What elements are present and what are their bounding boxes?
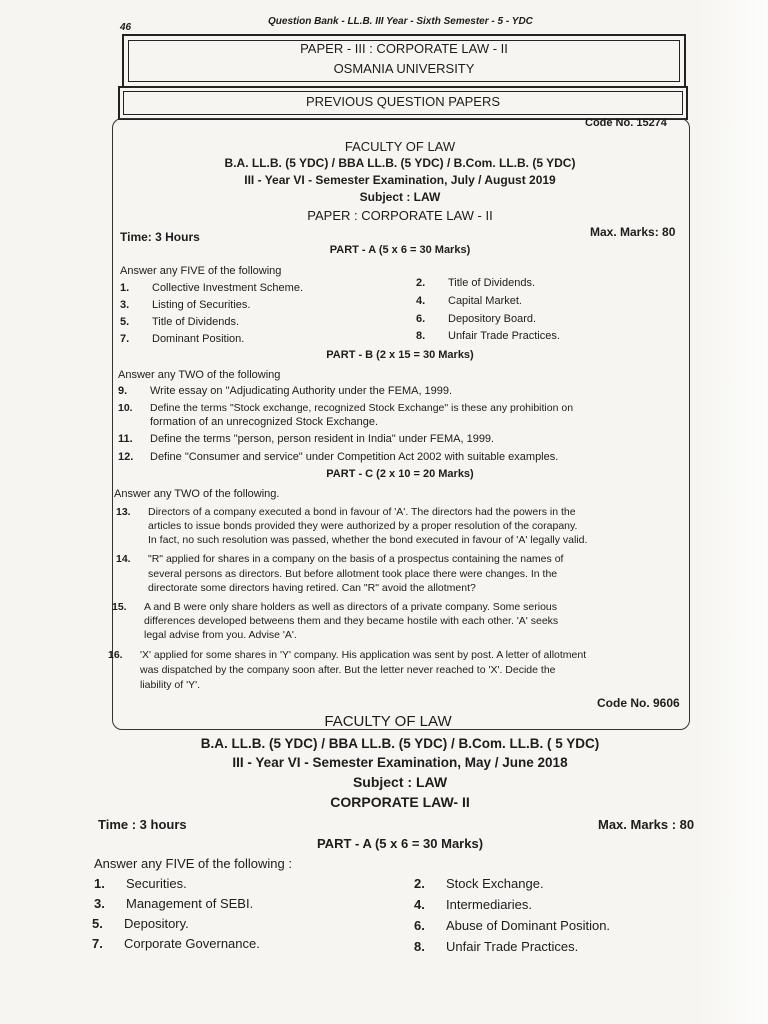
page-edge-shade xyxy=(698,0,768,1024)
paper1-part-b-instruction: Answer any TWO of the following xyxy=(118,369,281,381)
paper2-course: B.A. LL.B. (5 YDC) / BBA LL.B. (5 YDC) / B.Com. LL.B. ( 5 YDC) xyxy=(200,736,600,751)
paper2-time: Time : 3 hours xyxy=(98,817,187,832)
paper1-part-a-item: 7. Dominant Position. xyxy=(120,333,245,345)
paper2-code: Code No. 9606 xyxy=(597,696,680,710)
paper1-part-c-question-cont: directorate some directors having retired. Can "R" avoid the allotment? xyxy=(148,582,476,594)
paper2-exam: III - Year VI - Semester Examination, May / June 2018 xyxy=(232,755,568,770)
paper1-part-a-item: 5. Title of Dividends. xyxy=(120,316,240,328)
paper1-part-a-item: 8. Unfair Trade Practices. xyxy=(416,330,560,342)
paper1-part-c-question: 14. "R" applied for shares in a company on the basis of a prospectus containing the names of xyxy=(116,553,564,565)
paper1-part-c-question-cont: In fact, no such resolution was passed, whether the bond executed in favour of 'A' legally valid. xyxy=(148,534,588,546)
running-header-text: Question Bank - LL.B. III Year - Sixth Semester - 5 - YDC xyxy=(268,16,533,27)
paper2-part-a-item: 3. Management of SEBI. xyxy=(94,896,254,911)
paper1-exam: III - Year VI - Semester Examination, July / August 2019 xyxy=(244,173,556,187)
paper2-part-a-item: 8. Unfair Trade Practices. xyxy=(414,939,579,954)
paper-title-box xyxy=(122,34,686,88)
paper1-time: Time: 3 Hours xyxy=(120,230,200,244)
paper1-part-a-instruction: Answer any FIVE of the following xyxy=(120,265,282,277)
paper1-part-b-question: 11. Define the terms "person, person resident in India" under FEMA, 1999. xyxy=(118,433,495,445)
paper2-paper-name: CORPORATE LAW- II xyxy=(330,794,470,810)
paper1-part-b-question: 10. Define the terms "Stock exchange, recognized Stock Exchange" is these any prohibition on xyxy=(118,402,574,414)
paper1-part-c-question: 16. 'X' applied for some shares in 'Y' company. His application was sent by post. A letter of allotment xyxy=(108,649,587,661)
paper1-part-c-question: 13. Directors of a company executed a bond in favour of 'A'. The directors had the powers in the xyxy=(116,506,576,518)
paper1-part-c-question-cont: articles to issue bonds provided they were authorized by a proper resolution of the corapany. xyxy=(148,520,578,532)
university-name: OSMANIA UNIVERSITY xyxy=(333,61,475,76)
paper2-part-a-item: 1. Securities. xyxy=(94,876,187,891)
paper1-part-c-instruction: Answer any TWO of the following. xyxy=(114,488,280,500)
paper1-part-a-item: 3. Listing of Securities. xyxy=(120,299,251,311)
section-title-box xyxy=(118,86,688,120)
paper1-max-marks: Max. Marks: 80 xyxy=(590,225,676,239)
paper2-part-a-item: 4. Intermediaries. xyxy=(414,897,532,912)
paper1-part-c-question-cont: was dispatched by the company soon after. But the letter never reached to 'X'. Decide the xyxy=(140,664,556,676)
paper1-part-a-item: 1. Collective Investment Scheme. xyxy=(120,282,304,294)
paper-title: PAPER - III : CORPORATE LAW - II xyxy=(300,41,508,56)
paper1-code: Code No. 15274 xyxy=(585,117,667,129)
paper2-part-a-item: 2. Stock Exchange. xyxy=(414,876,544,891)
paper1-part-b-question-cont: formation of an unrecognized Stock Exchange. xyxy=(150,416,379,428)
section-title: PREVIOUS QUESTION PAPERS xyxy=(305,94,501,109)
paper1-part-c-question-cont: differences developed betweens them and they became hostile with each other. 'A' seeks xyxy=(144,615,559,627)
paper1-course: B.A. LL.B. (5 YDC) / BBA LL.B. (5 YDC) / B.Com. LL.B. (5 YDC) xyxy=(224,156,576,170)
paper1-part-b-heading: PART - B (2 x 15 = 30 Marks) xyxy=(326,349,474,361)
paper1-part-c-question-cont: several persons as directors. But before allotment took place there were changes. In the xyxy=(148,568,558,580)
paper1-part-a-heading: PART - A (5 x 6 = 30 Marks) xyxy=(329,244,471,256)
paper1-part-a-item: 4. Capital Market. xyxy=(416,295,522,307)
paper1-part-c-question-cont: legal advise from you. Advise 'A'. xyxy=(144,629,297,641)
paper2-part-a-item: 7. Corporate Governance. xyxy=(92,936,260,951)
paper2-part-a-item: 6. Abuse of Dominant Position. xyxy=(414,918,611,933)
paper2-part-a-heading: PART - A (5 x 6 = 30 Marks) xyxy=(316,836,484,851)
paper1-paper-name: PAPER : CORPORATE LAW - II xyxy=(307,208,493,223)
paper1-subject: Subject : LAW xyxy=(359,190,441,204)
paper1-part-a-item: 2. Title of Dividends. xyxy=(416,277,536,289)
paper1-faculty: FACULTY OF LAW xyxy=(344,139,456,154)
paper1-part-a-item: 6. Depository Board. xyxy=(416,313,537,325)
paper2-part-a-item: 5. Depository. xyxy=(92,916,189,931)
paper1-part-c-heading: PART - C (2 x 10 = 20 Marks) xyxy=(326,468,474,480)
page-number: 46 xyxy=(120,22,132,33)
paper1-part-c-question-cont: liability of 'Y'. xyxy=(140,679,201,691)
paper1-part-b-question: 12. Define "Consumer and service" under Competition Act 2002 with suitable examples. xyxy=(118,451,559,463)
paper2-max-marks: Max. Marks : 80 xyxy=(598,817,695,832)
paper1-part-b-question: 9. Write essay on "Adjudicating Authority under the FEMA, 1999. xyxy=(118,385,453,397)
paper2-faculty: FACULTY OF LAW xyxy=(324,713,452,730)
paper1-part-c-question: 15. A and B were only share holders as well as directors of a private company. Some serious xyxy=(112,601,558,613)
paper2-part-a-instruction: Answer any FIVE of the following : xyxy=(94,856,292,871)
paper2-subject: Subject : LAW xyxy=(352,774,448,790)
